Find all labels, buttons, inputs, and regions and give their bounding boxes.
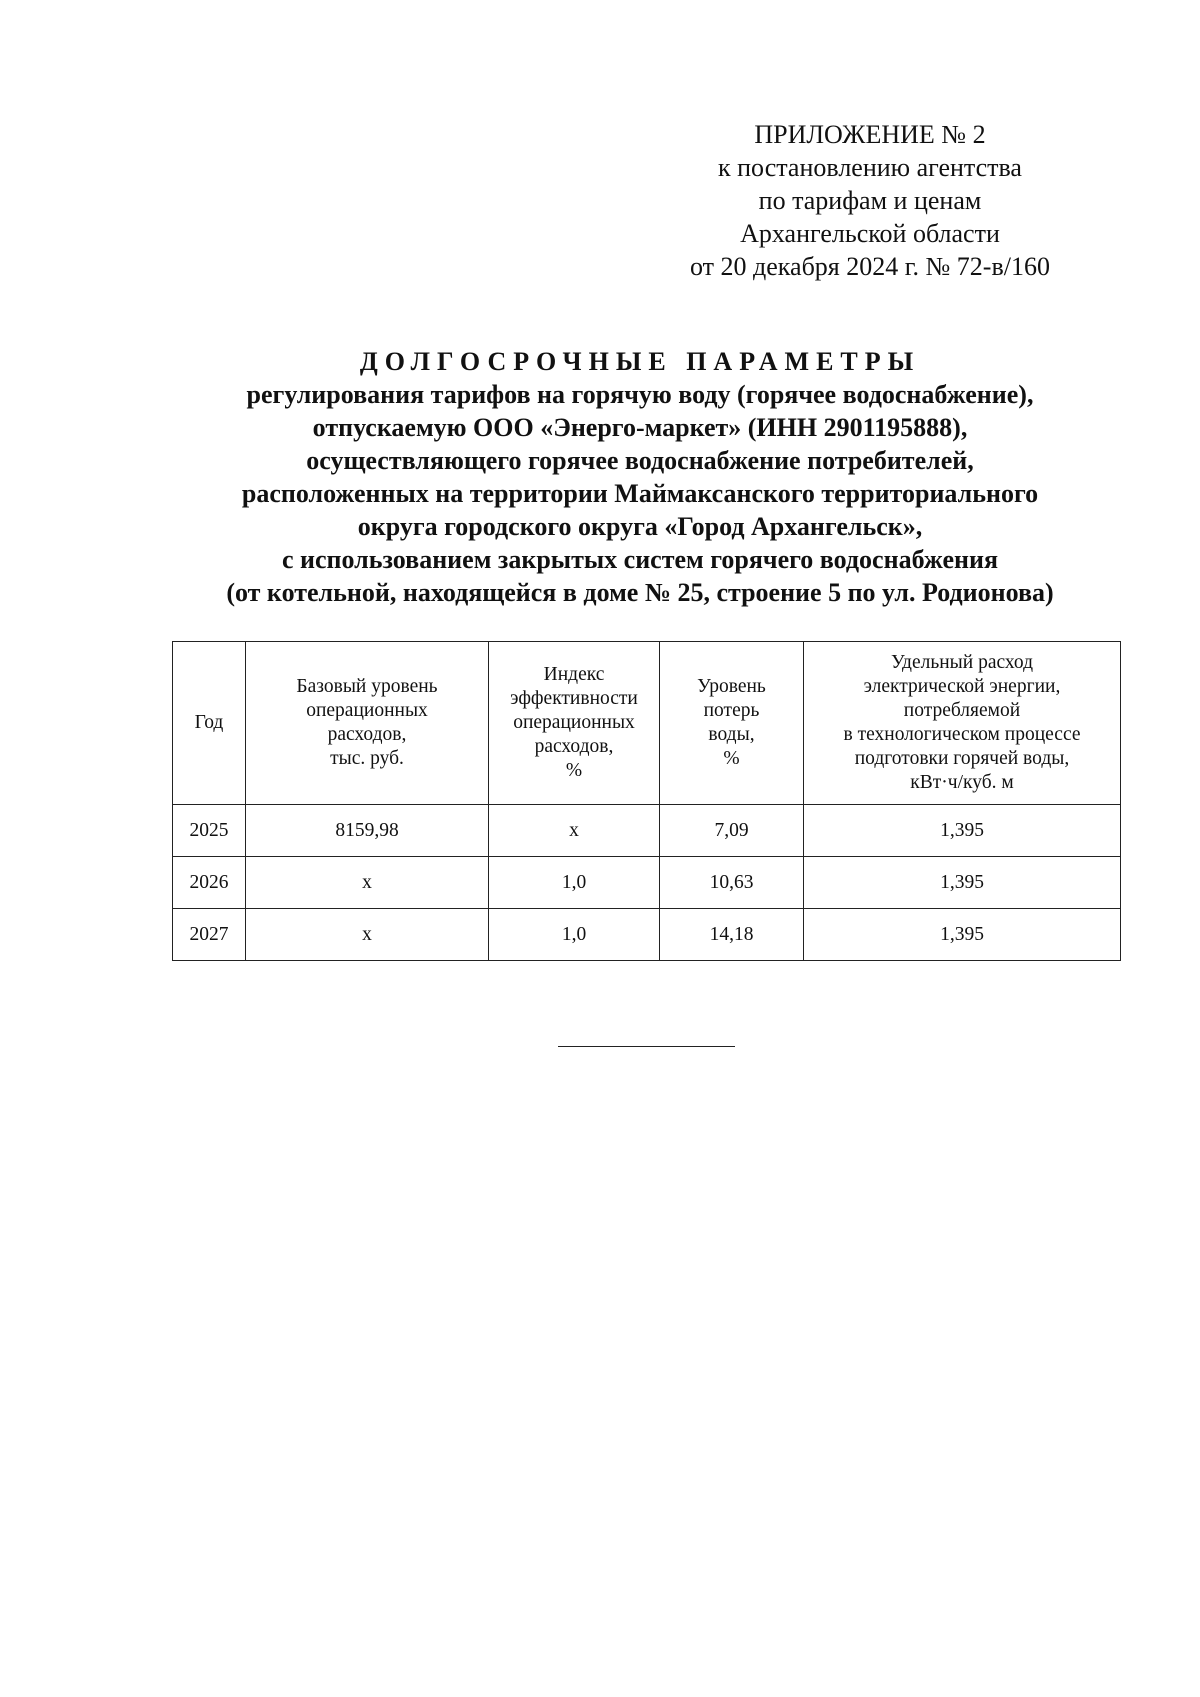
cell-energy-consumption: 1,395 xyxy=(804,805,1121,857)
appendix-line: ПРИЛОЖЕНИЕ № 2 xyxy=(754,120,986,149)
cell-energy-consumption: 1,395 xyxy=(804,857,1121,909)
title-line: округа городского округа «Город Архангельск», xyxy=(357,512,923,541)
header-line: электрической энергии, xyxy=(863,676,1061,697)
cell-base-opex: x xyxy=(246,857,489,909)
parameters-table xyxy=(172,641,1121,961)
appendix-line: от 20 декабря 2024 г. № 72-в/160 xyxy=(690,252,1050,281)
title-line: с использованием закрытых систем горячего водоснабжения xyxy=(281,545,999,574)
title-line: (от котельной, находящейся в доме № 25, строение 5 по ул. Родионова) xyxy=(226,578,1054,607)
header-line: в технологическом процессе xyxy=(843,724,1081,745)
header-line: воды, xyxy=(708,724,755,745)
header-year xyxy=(173,642,246,805)
header-line: Год xyxy=(194,712,224,733)
header-energy-consumption xyxy=(804,642,1121,805)
header-line: потерь xyxy=(703,700,760,721)
header-line: эффективности xyxy=(510,688,638,709)
header-line: Базовый уровень xyxy=(296,676,438,697)
header-line: расходов, xyxy=(327,724,407,745)
title-line: осуществляющего горячее водоснабжение потребителей, xyxy=(306,446,974,475)
table-row xyxy=(173,857,1121,909)
header-line: Индекс xyxy=(543,664,605,685)
header-line: подготовки горячей воды, xyxy=(854,748,1070,769)
header-line: операционных xyxy=(513,712,635,733)
header-line: расходов, xyxy=(534,736,614,757)
table-row xyxy=(173,805,1121,857)
header-line: кВт·ч/куб. м xyxy=(910,772,1014,793)
cell-base-opex: x xyxy=(246,909,489,961)
appendix-block xyxy=(640,118,1100,283)
cell-efficiency-index: x xyxy=(489,805,660,857)
appendix-line: Архангельской области xyxy=(740,219,1000,248)
document-title xyxy=(120,345,1160,609)
cell-water-losses: 7,09 xyxy=(660,805,804,857)
table-row xyxy=(173,909,1121,961)
cell-year: 2026 xyxy=(173,857,246,909)
cell-base-opex: 8159,98 xyxy=(246,805,489,857)
cell-efficiency-index: 1,0 xyxy=(489,857,660,909)
cell-year: 2027 xyxy=(173,909,246,961)
header-water-losses xyxy=(660,642,804,805)
header-line: % xyxy=(565,760,583,781)
header-base-opex xyxy=(246,642,489,805)
cell-water-losses: 10,63 xyxy=(660,857,804,909)
cell-year: 2025 xyxy=(173,805,246,857)
header-efficiency-index xyxy=(489,642,660,805)
header-line: % xyxy=(723,748,740,769)
table-header-row xyxy=(173,642,1121,805)
cell-water-losses: 14,18 xyxy=(660,909,804,961)
appendix-line: к постановлению агентства xyxy=(718,153,1022,182)
header-line: Удельный расход xyxy=(890,652,1034,673)
end-separator-line xyxy=(558,1046,735,1047)
title-line: регулирования тарифов на горячую воду (горячее водоснабжение), xyxy=(246,380,1034,409)
header-line: операционных xyxy=(306,700,428,721)
cell-efficiency-index: 1,0 xyxy=(489,909,660,961)
title-line: отпускаемую ООО «Энерго-маркет» (ИНН 2901195888), xyxy=(312,413,968,442)
title-main: ДОЛГОСРОЧНЫЕ ПАРАМЕТРЫ xyxy=(359,347,921,376)
header-line: потребляемой xyxy=(903,700,1021,721)
appendix-line: по тарифам и ценам xyxy=(758,186,982,215)
header-line: Уровень xyxy=(697,676,766,697)
title-line: расположенных на территории Маймаксанского территориального xyxy=(241,479,1039,508)
header-line: тыс. руб. xyxy=(330,748,404,769)
cell-energy-consumption: 1,395 xyxy=(804,909,1121,961)
